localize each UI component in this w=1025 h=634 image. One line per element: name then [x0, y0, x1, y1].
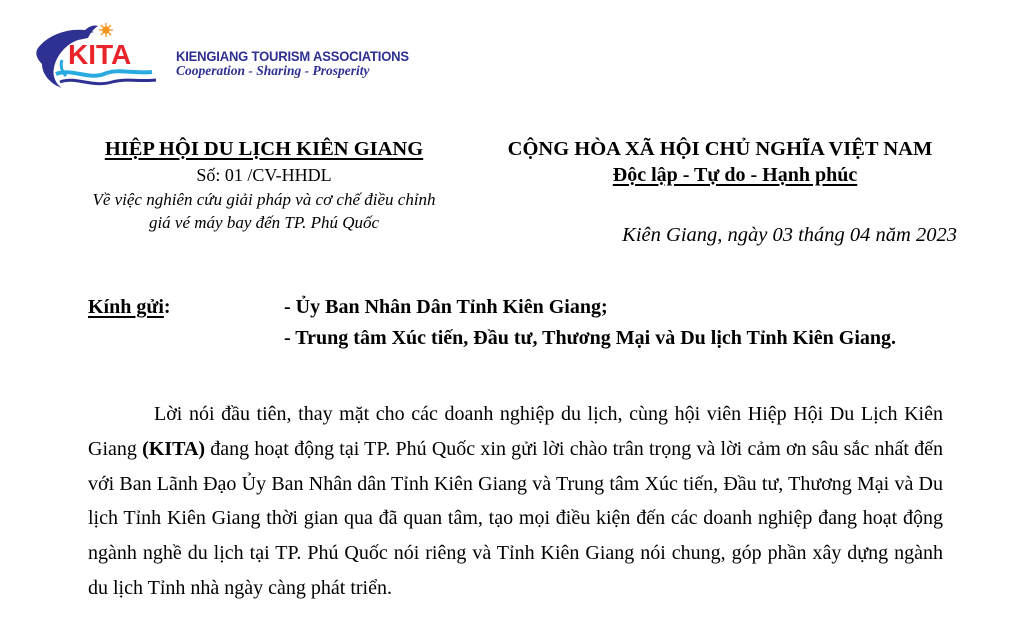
- recipient-item: - Ủy Ban Nhân Dân Tỉnh Kiên Giang;: [284, 296, 608, 318]
- svg-text:KITA: KITA: [68, 39, 132, 70]
- body-text: đang hoạt động tại TP. Phú Quốc xin gửi lời chào trân trọng và lời cảm ơn sâu sắc nhất đến với Ban Lãnh Đạo Ủy Ban Nhân dân Tỉnh Kiên Giang và Trung tâm Xúc tiến, Đầu tư, Thương Mại và Du lịch Tỉnh Kiên Giang thời gian qua đã quan tâm, tạo mọi điều kiện đến các doanh nghiệp đang hoạt động ngành nghề du lịch tại TP. Phú Quốc nói riêng và Tỉnh Kiên Giang nói chung, góp phần xây dựng ngành du lịch Tỉnh nhà ngày càng phát triển.: [88, 437, 943, 599]
- document-number: Số: 01 /CV-HHDL: [196, 165, 332, 185]
- date-line: Kiên Giang, ngày 03 tháng 04 năm 2023: [622, 224, 957, 246]
- body-bold-kita: (KITA): [142, 437, 206, 460]
- body-text: Lời nói đầu tiên, thay mặt cho các doanh nghiệp du lịch, cùng hội viên Hiệp Hội Du Lịch Kiên Giang: [88, 403, 943, 460]
- national-motto: Độc lập - Tự do - Hạnh phúc: [612, 164, 858, 186]
- sender-block: [60, 136, 468, 234]
- sender-org-name: HIỆP HỘI DU LỊCH KIÊN GIANG: [104, 138, 424, 160]
- subject-line-2: giá vé máy bay đến TP. Phú Quốc: [148, 213, 380, 232]
- kita-logo: [32, 18, 162, 94]
- recipients-label: [88, 296, 171, 319]
- recipients-label-colon: :: [163, 296, 171, 318]
- dolphin-logo-icon: [32, 18, 162, 94]
- recipient-item: - Trung tâm Xúc tiến, Đầu tư, Thương Mại và Du lịch Tỉnh Kiên Giang.: [284, 327, 897, 349]
- subject-line-1: Về việc nghiên cứu giải pháp và cơ chế điều chỉnh: [92, 190, 436, 209]
- org-name-english: KIENGIANG TOURISM ASSOCIATIONS: [176, 48, 409, 64]
- org-motto-english: Cooperation - Sharing - Prosperity: [176, 63, 370, 78]
- country-name: CỘNG HÒA XÃ HỘI CHỦ NGHĨA VIỆT NAM: [507, 138, 933, 160]
- recipients-label-text: Kính gửi: [88, 296, 164, 318]
- body-paragraph: [88, 397, 943, 606]
- national-header: [470, 136, 970, 188]
